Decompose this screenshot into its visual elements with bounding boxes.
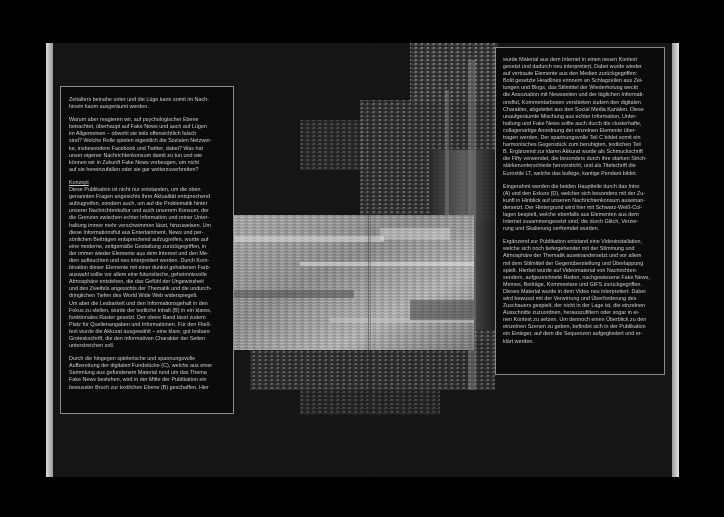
concept-paragraph: Diese Publikation ist nicht nur entstanden, um die oben genannten Fragen angesichts ihrer Aktualität entsprechend aufzugreifen, sondern auch, um auf die Problematik hinter unserer Nachrichtenkultur und auch unserem Konsum, der die Grenzen zwischen echter Information und reiner Unter- haltung immer mehr verschwimmen lässt, hinzuweisen. Um diese Informationsflut aus Entertainment, News und per- sönlichen Beiträgen entsprechend aufzugreifen, wurde auf eine moderne, zeitgemäße Gestaltung zurückgegriffen, in der immer wieder Elemente aus dem Internet und den Me- dien aufleuchten und neu interpretiert werden. Durch Kom- bination dieser Elemente mit einer dunkel gehaltenen Farb- auswahl sollte vor allem eine futuristische, geheimnisvolle Atmosphäre entstehen, die das Gefühl der Ungewissheit und des Zweifels angesichts der Thematik und die undurch- dringlichen Tiefen des World Wide Web widerspiegelt. Um aber die Lesbarkeit und den Informationsgehalt in den Fokus zu stellen, wurde der textliche Inhalt (B) in ein klares, funktionales Raster gesetzt. Der obere Rand lässt zudem Platz für Quellenangaben und Informationen. Für den Fließ- text wurde die Akkurat ausgewählt – eine klare, gut lesbare Groteskschrift, die den informativen Charakter der Seiten unterstreichen soll. [69, 187, 212, 350]
intro-paragraph-2: Warum aber reagieren wir, auf psychologischer Ebene betrachtet, überhaupt auf Fake News und auch auf Lügen im Allgemeinen – obwohl sie teils offensichtlich falsch sind? Welche Rolle spielen eigentlich die Sozialen Netzwer- ke, insbesondere Facebook und Twitter, dabei? Was hat unser eigener Nachrichtenkonsum damit zu tun und wie können wir in Zukunft Fake News vorbeugen, um nicht auf sie hereinzufallen oder sie gar weiterzuverbreiten? [69, 117, 212, 173]
right-text-box [495, 47, 665, 375]
left-text-box [60, 86, 234, 414]
closing-paragraph: Durch die hingegen spielerische und spannungsvolle Aufbereitung der digitalen Fundstücke (C), welche aus einer Sammlung aus gefundenem Material rund um das Thema Fake News bestehen, wird in der Mitte der Publikation ein bewusster Bruch zur textlichen Ebene (B) geschaffen. Hier [69, 356, 213, 391]
section-heading-konzept: Konzept [69, 179, 89, 186]
right-page-edge [672, 43, 679, 477]
right-paragraph-2: Eingerahmt werden die beiden Hauptteile durch das Intro (A) und den Exkurs (D), welcher sich besonders mit der Zu- kunft in Hinblick auf unseren Nachrichtenkonsum auseinan- dersetzt. Der Hintergrund wird hier mit Schwarz-Weiß-Col- lagen bespielt, welche ebenfalls aus Elementen aus dem Internet zusammengesetzt sind, die durch Glitch, Verzer- rung und Skalierung verfremdet wurden. [503, 183, 646, 233]
spread-gutter [368, 43, 371, 477]
intro-paragraph-1: Zeitalters beinahe unter und die Lüge kann somit im Nach- hinein kaum ausgeräumt werden. [69, 97, 209, 111]
right-paragraph-1: wurde Material aus dem Internet in einen neuen Kontext gesetzt und dadurch neu interpretiert. Dabei wurde wieder auf vertraute Elemente aus den Medien zurückgegriffen: Bold gesetzte Headlines erinnern an Schlagzeilen aus Zei- tungen und Blogs, das Stilmittel der Wiederholung weckt die Assoziation mit Newsseiten und der täglichen Informati- onsflut, Kommentarboxen verstärken zudem den digitalen Charakter, abgeleitet aus den Social Media Kanälen. Diese unaufgeräumte Mischung aus echter Information, Unter- haltung und Fake News sollte auch durch die clusterhafte, collagenartige Anordnung der einzelnen Elemente über- tragen werden. Der spannungsvolle Teil C bildet somit ein harmonisches Gegenstück zum beruhigten, textlichen Teil B. Ergänzend zur klaren Akkurat wurde als Schmuckschrift die Fifty verwendet, die besonders durch ihre starken Strich- stärkenunterschiede hervorsticht, und als Titelschrift die Eurostile LT, welche das bulkige, kantige Pendant bildet. [503, 57, 647, 177]
left-page-edge [46, 43, 53, 477]
right-paragraph-3: Ergänzend zur Publikation entstand eine Videoinstallation, welche sich noch tiefergehender mit der Stimmung und Atmosphäre der Thematik auseinandersetzt und vor allem mit dem Stilmittel der Gegenüberstellung und Überlappung spielt. Hierbei wurde auf Videomaterial von Nachrichten- sendern, aufgezeichnete Reden, nachgewiesene Fake News, Memes, Beiträge, Kommentare und GIFS zurückgegriffen. Dieses Material wurde in dem Video neu interpretiert. Dabei wird bewusst mit der Verwirrung und Überforderung des Zuschauers gespielt, der nicht in der Lage ist, die einzelnen Ausschnitte zuzuordnen, herauszufiltern oder sogar in ei- nen Kontext zu setzen. Um dennoch einen Überblick zu den einzelnen Szenen zu geben, befindet sich in der Publikation ein Einleger, auf dem die Sequenzen aufgegliedert und er- klärt werden. [503, 239, 650, 345]
